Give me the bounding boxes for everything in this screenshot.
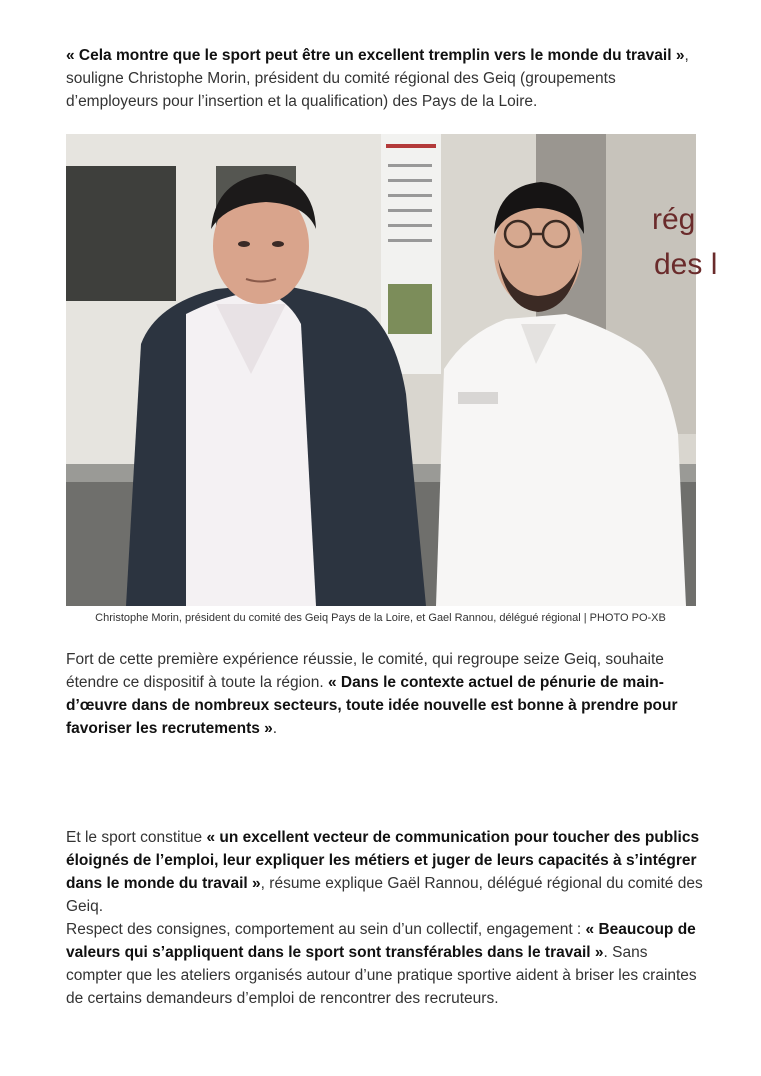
article-photo <box>66 134 718 606</box>
body-paragraph-2: Fort de cette première expérience réussie, le comité, qui regroupe seize Geiq, souhaite étendre ce dispositif à toute la région. « Dans le contexte actuel de pénurie de main-d’œuvre dans de nombreux secteurs, toute idée nouvelle est bonne à prendre pour favoriser les recrutements ». <box>66 651 678 737</box>
man-right-shirt <box>436 314 686 606</box>
quote-morin: « Cela montre que le sport peut être un excellent tremplin vers le monde du travail » <box>66 47 685 64</box>
intro-paragraph <box>66 44 706 113</box>
attribution-text: , souligne Christophe Morin, président du comité régional des Geiq (groupements d’employeurs pour l’insertion et la qualification) des Pays de la Loire. <box>66 47 689 110</box>
wall-picture <box>66 166 176 301</box>
wall-text-line2: des l <box>654 248 718 281</box>
quote-rannou: « un excellent vecteur de communication pour toucher des publics éloignés de l’emploi, leur expliquer les métiers et juger de leurs capacités à s’intégrer dans le monde du travail » <box>66 829 700 892</box>
photo-illustration <box>66 134 718 606</box>
quote-values: « Beaucoup de valeurs qui s’appliquent dans le sport sont transférables dans le travail » <box>66 921 696 961</box>
quote-committee: « Dans le contexte actuel de pénurie de main-d’œuvre dans de nombreux secteurs, toute idée nouvelle est bonne à prendre pour favoriser les recrutements » <box>66 674 678 737</box>
wall-text-line1: rég <box>652 203 696 236</box>
poster-banner <box>381 134 441 374</box>
body-paragraph-3: Et le sport constitue « un excellent vecteur de communication pour toucher des publics éloignés de l’emploi, leur expliquer les métiers et juger de leurs capacités à s’intégrer dans le monde du travail », résume explique Gaël Rannou, délégué régional du comité des Geiq. <box>66 829 703 915</box>
photo-caption: Christophe Morin, président du comité des Geiq Pays de la Loire, et Gael Rannou, délégué régional | PHOTO PO-XB <box>95 612 666 624</box>
body-paragraph-4: Respect des consignes, comportement au sein d’un collectif, engagement : « Beaucoup de valeurs qui s’appliquent dans le sport sont transférables dans le travail ». Sans compter que les ateliers organisés autour d’une pratique sportive aident à briser les craintes de certains demandeurs d’emploi de rencontrer des recruteurs. <box>66 921 697 1007</box>
